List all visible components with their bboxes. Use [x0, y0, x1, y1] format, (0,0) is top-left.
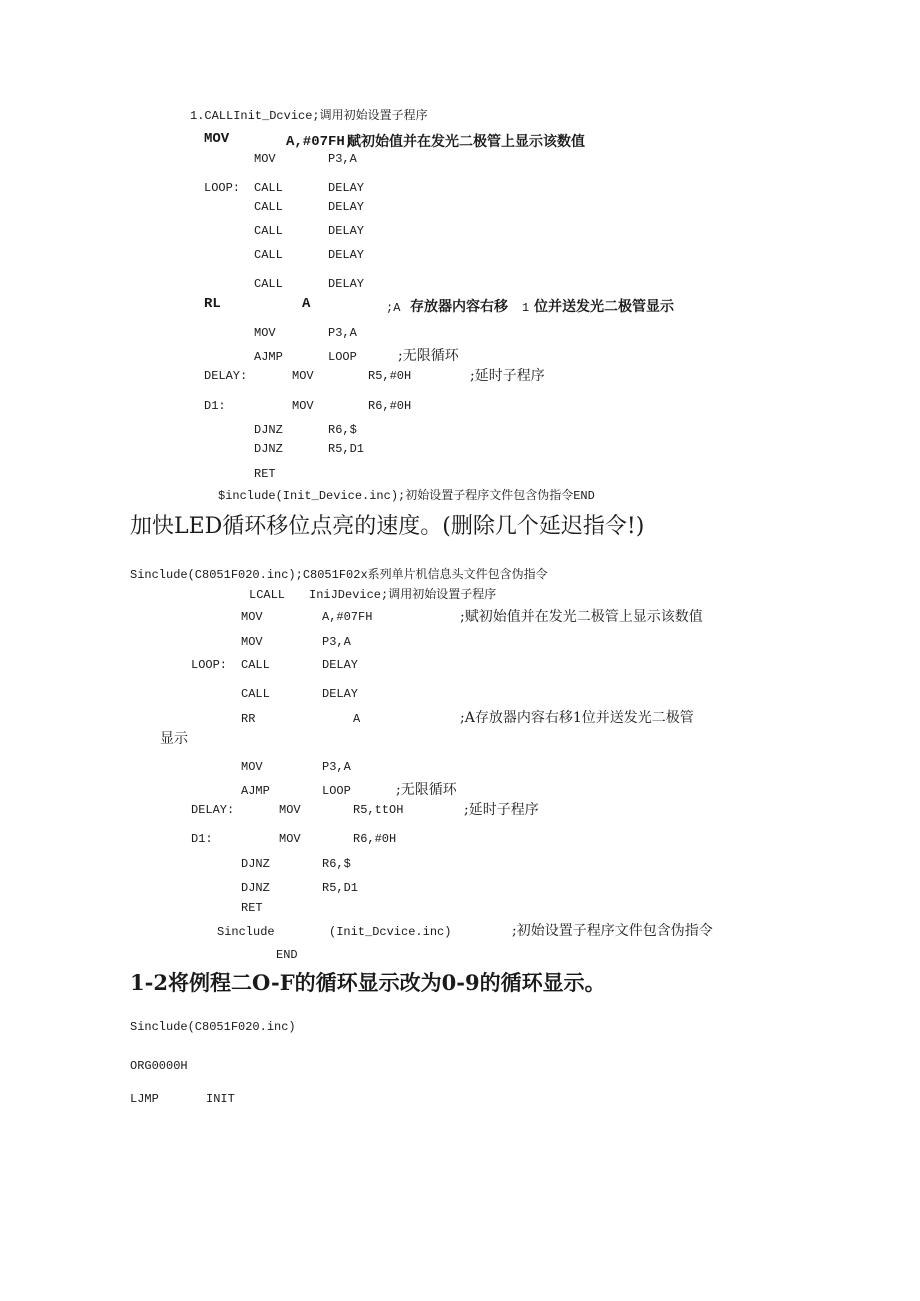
- code-arg: (Init_Dcvice.inc): [329, 925, 452, 939]
- code-label: DELAY:: [191, 803, 235, 817]
- code-arg: P3,A: [322, 760, 351, 774]
- code-arg: R6,$: [322, 857, 351, 871]
- section-heading: 1-2将例程二O-F的循环显示改为0-9的循环显示。: [130, 970, 606, 995]
- code-op: LJMP: [130, 1092, 159, 1106]
- code-op: CALL: [254, 248, 283, 262]
- code-line: Sinclude(C8051F020.inc);C8051F02x系列单片机信息头文件包含伪指令: [130, 568, 548, 582]
- code-comment: 存放器内容右移: [410, 299, 508, 315]
- code-comment: ;延时子程序: [470, 368, 545, 384]
- code-arg: A: [302, 296, 311, 312]
- code-op: Sinclude: [217, 925, 275, 939]
- code-label: D1:: [191, 832, 213, 846]
- code-arg: R6,#0H: [353, 832, 397, 846]
- code-op: LCALL: [249, 588, 286, 602]
- code-op: CALL: [254, 200, 283, 214]
- code-arg: P3,A: [328, 326, 357, 340]
- code-op: CALL: [254, 181, 283, 195]
- code-arg: P3,A: [328, 152, 357, 166]
- code-arg: DELAY: [328, 200, 365, 214]
- code-comment: ;延时子程序: [464, 802, 539, 818]
- code-op: DJNZ: [241, 881, 270, 895]
- code-arg: DELAY: [328, 277, 365, 291]
- code-op: CALL: [254, 224, 283, 238]
- code-line: ORG0000H: [130, 1059, 188, 1073]
- code-op: MOV: [241, 610, 263, 624]
- code-op: AJMP: [254, 350, 283, 364]
- code-op: MOV: [292, 399, 314, 413]
- code-label: DELAY:: [204, 369, 248, 383]
- code-arg: DELAY: [322, 687, 359, 701]
- code-arg: DELAY: [322, 658, 359, 672]
- code-arg: R5,D1: [328, 442, 365, 456]
- code-arg: A: [353, 712, 361, 726]
- code-op: CALL: [241, 658, 270, 672]
- code-op: MOV: [204, 131, 230, 147]
- code-op: MOV: [241, 760, 263, 774]
- code-line: 1.CALLInit_Dcvice;调用初始设置子程序: [190, 109, 428, 123]
- code-arg: R5,#0H: [368, 369, 412, 383]
- code-arg: A,#07FH;: [286, 134, 354, 150]
- code-op: RR: [241, 712, 256, 726]
- code-op: MOV: [279, 803, 301, 817]
- code-op: MOV: [254, 326, 276, 340]
- code-op: RET: [241, 901, 263, 915]
- code-op: CALL: [254, 277, 283, 291]
- code-arg: IniJDevice;调用初始设置子程序: [309, 588, 497, 602]
- code-op: CALL: [241, 687, 270, 701]
- code-op: RET: [254, 467, 276, 481]
- code-arg: R5,ttOH: [353, 803, 404, 817]
- code-op: DJNZ: [254, 442, 283, 456]
- code-comment: 1: [522, 301, 530, 315]
- code-arg: DELAY: [328, 248, 365, 262]
- code-op: DJNZ: [254, 423, 283, 437]
- code-comment: ;赋初始值并在发光二极管上显示该数值: [460, 609, 703, 625]
- code-comment: ;初始设置子程序文件包含伪指令: [512, 923, 713, 939]
- code-op: MOV: [254, 152, 276, 166]
- code-comment: 位并送发光二极管显示: [534, 299, 674, 315]
- code-arg: R5,D1: [322, 881, 359, 895]
- code-op: MOV: [241, 635, 263, 649]
- code-op: DJNZ: [241, 857, 270, 871]
- code-op: AJMP: [241, 784, 270, 798]
- code-label: D1:: [204, 399, 226, 413]
- code-op: RL: [204, 296, 221, 312]
- code-arg: R6,$: [328, 423, 357, 437]
- section-heading: 加快LED循环移位点亮的速度。(删除几个延迟指令!): [130, 514, 645, 539]
- code-arg: P3,A: [322, 635, 351, 649]
- code-comment: ;无限循环: [396, 782, 457, 798]
- code-op: MOV: [279, 832, 301, 846]
- code-comment: 赋初始值并在发光二极管上显示该数值: [347, 134, 585, 150]
- code-arg: A,#07FH: [322, 610, 373, 624]
- code-arg: INIT: [206, 1092, 235, 1106]
- code-arg: DELAY: [328, 181, 365, 195]
- code-line: $include(Init_Device.inc);初始设置子程序文件包含伪指令END: [218, 489, 595, 503]
- code-comment: ;A存放器内容右移1位并送发光二极管: [460, 710, 694, 726]
- code-arg: R6,#0H: [368, 399, 412, 413]
- code-line: Sinclude(C8051F020.inc): [130, 1020, 296, 1034]
- code-comment: ;无限循环: [398, 348, 459, 364]
- code-label: LOOP:: [191, 658, 228, 672]
- code-comment: 显示: [160, 731, 188, 747]
- code-arg: LOOP: [328, 350, 357, 364]
- code-arg: DELAY: [328, 224, 365, 238]
- code-arg: LOOP: [322, 784, 351, 798]
- code-label: LOOP:: [204, 181, 241, 195]
- code-op: END: [276, 948, 298, 962]
- code-op: MOV: [292, 369, 314, 383]
- code-comment: ;A: [386, 301, 401, 315]
